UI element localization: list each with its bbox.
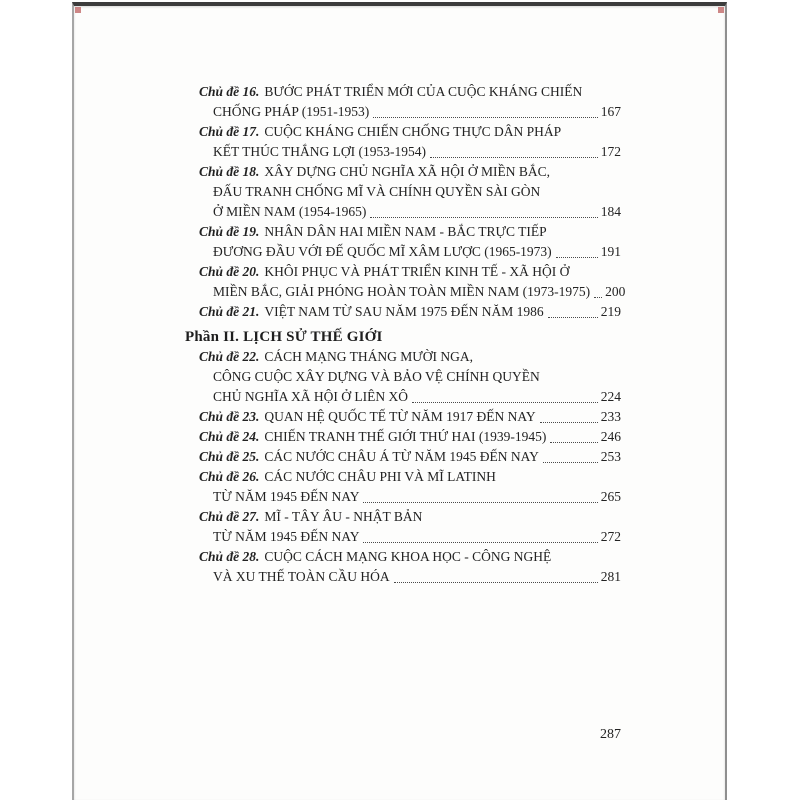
page-ref: 184: [600, 204, 621, 219]
topic-title-text: KẾT THÚC THẮNG LỢI (1953-1954): [213, 144, 426, 159]
red-corner-mark-right: [718, 7, 724, 13]
topic-label: Chủ đề 20.: [199, 264, 260, 279]
dot-leader: [430, 157, 598, 158]
toc-entry-line: [185, 507, 621, 527]
page-ref: 172: [600, 144, 621, 159]
topic-label: Chủ đề 17.: [199, 124, 260, 139]
topic-label: Chủ đề 22.: [199, 349, 260, 364]
toc-entry-line: [185, 282, 626, 302]
toc-entry-line: [185, 142, 621, 162]
section-heading: Phần II. LỊCH SỬ THẾ GIỚI: [185, 329, 383, 345]
toc-entry-line: [185, 162, 621, 182]
page-ref: 233: [600, 409, 621, 424]
topic-label: Chủ đề 24.: [199, 429, 260, 444]
toc-entry-line: [185, 347, 621, 367]
toc-entry-line: [185, 467, 621, 487]
dot-leader: [550, 442, 597, 443]
topic-title-text: CHỦ NGHĨA XÃ HỘI Ở LIÊN XÔ: [213, 389, 408, 404]
topic-label: Chủ đề 25.: [199, 449, 260, 464]
topic-title-text: Ở MIỀN NAM (1954-1965): [213, 204, 367, 219]
toc-entry-line: [185, 182, 621, 202]
toc-entry-line: [185, 367, 621, 387]
toc-entry-line: [185, 122, 621, 142]
topic-label: Chủ đề 26.: [199, 469, 260, 484]
dot-leader: [543, 462, 598, 463]
red-corner-mark-left: [75, 7, 81, 13]
page-ref: 200: [605, 284, 626, 299]
page-ref: 253: [600, 449, 621, 464]
page-ref: 191: [600, 244, 621, 259]
topic-title-text: CÁC NƯỚC CHÂU Á TỪ NĂM 1945 ĐẾN NAY: [264, 449, 539, 464]
dot-leader: [363, 502, 597, 503]
topic-title-text: NHÂN DÂN HAI MIỀN NAM - BẮC TRỰC TIẾP: [264, 224, 547, 239]
toc-entry-line: [185, 82, 621, 102]
topic-title-text: MĨ - TÂY ÂU - NHẬT BẢN: [264, 509, 423, 524]
page-ref: 265: [600, 489, 621, 504]
topic-title-text: VIỆT NAM TỪ SAU NĂM 1975 ĐẾN NĂM 1986: [264, 304, 544, 319]
folio-page-number: 287: [600, 727, 621, 742]
topic-title-text: CHỐNG PHÁP (1951-1953): [213, 104, 370, 119]
topic-title-text: QUAN HỆ QUỐC TẾ TỪ NĂM 1917 ĐẾN NAY: [264, 409, 536, 424]
toc-entry-line: [185, 102, 621, 122]
dot-leader: [540, 422, 598, 423]
toc-entry-line: [185, 302, 621, 322]
page-ref: 219: [600, 304, 621, 319]
toc-entry-line: [185, 202, 621, 222]
topic-label: Chủ đề 23.: [199, 409, 260, 424]
topic-title-text: BƯỚC PHÁT TRIỂN MỚI CỦA CUỘC KHÁNG CHIẾN: [264, 84, 583, 99]
dot-leader: [363, 542, 597, 543]
topic-title-text: KHÔI PHỤC VÀ PHÁT TRIỂN KINH TẾ - XÃ HỘI Ở: [264, 264, 570, 279]
topic-label: Chủ đề 28.: [199, 549, 260, 564]
topic-title-text: TỪ NĂM 1945 ĐẾN NAY: [213, 529, 360, 544]
topic-title-text: XÂY DỰNG CHỦ NGHĨA XÃ HỘI Ở MIỀN BẮC,: [264, 164, 550, 179]
topic-label: Chủ đề 21.: [199, 304, 260, 319]
topic-title-text: CÁCH MẠNG THÁNG MƯỜI NGA,: [264, 349, 473, 364]
topic-label: Chủ đề 27.: [199, 509, 260, 524]
book-page: [72, 2, 727, 800]
topic-title-text: VÀ XU THẾ TOÀN CẦU HÓA: [213, 569, 390, 584]
dot-leader: [412, 402, 598, 403]
toc-entry-line: [185, 427, 621, 447]
dot-leader: [556, 257, 598, 258]
topic-title-text: CHIẾN TRANH THẾ GIỚI THỨ HAI (1939-1945): [264, 429, 547, 444]
toc: [185, 82, 626, 587]
toc-entry-line: [185, 567, 621, 587]
page-ref: 167: [600, 104, 621, 119]
dot-leader: [394, 582, 598, 583]
page-ref: 246: [600, 429, 621, 444]
topic-label: Chủ đề 19.: [199, 224, 260, 239]
topic-title-text: ĐẤU TRANH CHỐNG MĨ VÀ CHÍNH QUYỀN SÀI GÒN: [213, 184, 541, 199]
toc-entry-line: [185, 387, 621, 407]
toc-entry-line: [185, 547, 621, 567]
page-ref: 224: [600, 389, 621, 404]
topic-title-text: TỪ NĂM 1945 ĐẾN NAY: [213, 489, 360, 504]
page-ref: 281: [600, 569, 621, 584]
topic-label: Chủ đề 16.: [199, 84, 260, 99]
topic-label: Chủ đề 18.: [199, 164, 260, 179]
toc-entry-line: [185, 527, 621, 547]
topic-title-text: CÔNG CUỘC XÂY DỰNG VÀ BẢO VỆ CHÍNH QUYỀN: [213, 369, 540, 384]
dot-leader: [594, 297, 602, 298]
topic-title-text: CÁC NƯỚC CHÂU PHI VÀ MĨ LATINH: [264, 469, 496, 484]
toc-entry-line: [185, 262, 621, 282]
toc-entry-line: [185, 487, 621, 507]
topic-title-text: MIỀN BẮC, GIẢI PHÓNG HOÀN TOÀN MIỀN NAM (1973-1975): [213, 284, 591, 299]
topic-title-text: CUỘC KHÁNG CHIẾN CHỐNG THỰC DÂN PHÁP: [264, 124, 562, 139]
topic-title-text: CUỘC CÁCH MẠNG KHOA HỌC - CÔNG NGHỆ: [264, 549, 552, 564]
dot-leader: [373, 117, 597, 118]
toc-entry-line: [185, 447, 621, 467]
toc-entry-line: [185, 242, 621, 262]
dot-leader: [548, 317, 598, 318]
topic-title-text: ĐƯƠNG ĐẦU VỚI ĐẾ QUỐC MĨ XÂM LƯỢC (1965-1973): [213, 244, 552, 259]
toc-entry-line: [185, 407, 621, 427]
page-ref: 272: [600, 529, 621, 544]
dot-leader: [370, 217, 597, 218]
toc-entry-line: [185, 222, 621, 242]
